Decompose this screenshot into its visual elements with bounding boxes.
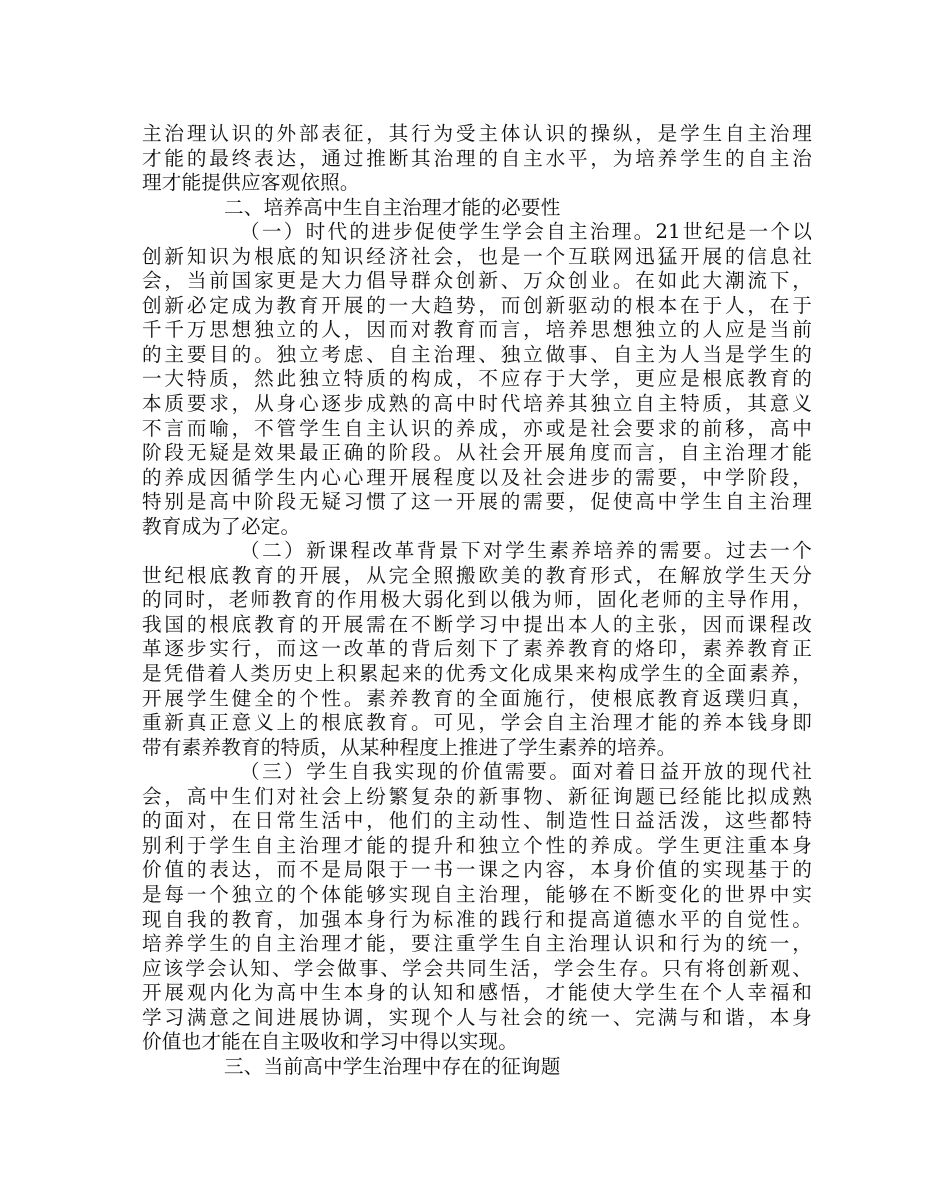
section-heading-3 [142, 1055, 812, 1080]
text-line: 理才能提供应客观依照。 [142, 171, 360, 195]
text-line: 教育成为了必定。 [142, 514, 301, 538]
text-line: 开展观内化为高中生本身的认知和感悟，才能使大学生在个人幸福和 [142, 981, 812, 1005]
text-line: 的养成因循学生内心心理开展程度以及社会进步的需要，中学阶段， [142, 465, 812, 489]
section-heading-2 [142, 196, 812, 221]
text-line: 我国的根底教育的开展需在不断学习中提出本人的主张，因而课程改 [142, 612, 812, 636]
text-line: 培养学生的自主治理才能，要注重学生自主治理认识和行为的统一， [142, 932, 812, 956]
text-line: 本质要求，从身心逐步成熟的高中时代培养其独立自主特质，其意义 [142, 392, 812, 416]
text-line: 会，高中生们对社会上纷繁复杂的新事物、新征询题已经能比拟成熟 [142, 784, 812, 808]
text-line: 阶段无疑是效果最正确的阶段。从社会开展角度而言，自主治理才能 [142, 441, 812, 465]
text-line: 会，当前国家更是大力倡导群众创新、万众创业。在如此大潮流下， [142, 269, 812, 293]
text-line: 千千万思想独立的人，因而对教育而言，培养思想独立的人应是当前 [142, 318, 812, 342]
text-line: 学习满意之间进展协调，实现个人与社会的统一、完满与和谐，本身 [142, 1005, 812, 1029]
text-line: （一）时代的进步促使学生学会自主治理。21世纪是一个以 [240, 220, 812, 244]
text-line: 特别是高中阶段无疑习惯了这一开展的需要，促使高中学生自主治理 [142, 490, 812, 514]
paragraph-2-2 [142, 539, 812, 760]
text-line: 的面对，在日常生活中，他们的主动性、制造性日益活泼，这些都特 [142, 809, 812, 833]
text-line: 现自我的教育，加强本身行为标准的践行和提高道德水平的自觉性。 [142, 907, 812, 931]
text-line: （三）学生自我实现的价值需要。面对着日益开放的现代社 [240, 760, 812, 784]
text-line: 创新知识为根底的知识经济社会，也是一个互联网迅猛开展的信息社 [142, 244, 812, 268]
text-line: 是每一个独立的个体能够实现自主治理，能够在不断变化的世界中实 [142, 882, 812, 906]
heading-line: 三、当前高中学生治理中存在的征询题 [224, 1054, 561, 1078]
paragraph-2-3 [142, 760, 812, 1055]
text-line: 不言而喻，不管学生自主认识的养成，亦或是社会要求的前移，高中 [142, 416, 812, 440]
text-line: 的主要目的。独立考虑、自主治理、独立做事、自主为人当是学生的 [142, 342, 812, 366]
text-line: （二）新课程改革背景下对学生素养培养的需要。过去一个 [240, 539, 812, 563]
text-line: 别利于学生自主治理才能的提升和独立个性的养成。学生更注重本身 [142, 833, 812, 857]
text-line: 世纪根底教育的开展，从完全照搬欧美的教育形式，在解放学生天分 [142, 563, 812, 587]
document-body [142, 122, 812, 1079]
text-line: 价值的表达，而不是局限于一书一课之内容，本身价值的实现基于的 [142, 858, 812, 882]
text-line: 革逐步实行，而这一改革的背后刻下了素养教育的烙印，素养教育正 [142, 637, 812, 661]
text-line: 创新必定成为教育开展的一大趋势，而创新驱动的根本在于人，在于 [142, 293, 812, 317]
text-line: 带有素养教育的特质，从某种程度上推进了学生素养的培养。 [142, 735, 677, 759]
paragraph-continuation [142, 122, 812, 196]
paragraph-2-1 [142, 220, 812, 539]
text-line: 才能的最终表达，通过推断其治理的自主水平，为培养学生的自主治 [142, 146, 812, 170]
text-line: 一大特质，然此独立特质的构成，不应存于大学，更应是根底教育的 [142, 367, 812, 391]
text-line: 主治理认识的外部表征，其行为受主体认识的操纵，是学生自主治理 [142, 122, 812, 145]
text-line: 开展学生健全的个性。素养教育的全面施行，使根底教育返璞归真， [142, 686, 812, 710]
text-line: 的同时，老师教育的作用极大弱化到以俄为师，固化老师的主导作用， [142, 588, 812, 612]
text-line: 重新真正意义上的根底教育。可见，学会自主治理才能的养本钱身即 [142, 711, 812, 735]
text-line: 应该学会认知、学会做事、学会共同生活，学会生存。只有将创新观、 [142, 956, 812, 980]
heading-line: 二、培养高中生自主治理才能的必要性 [224, 195, 561, 219]
text-line: 价值也才能在自主吸收和学习中得以实现。 [142, 1030, 519, 1054]
text-line: 是凭借着人类历史上积累起来的优秀文化成果来构成学生的全面素养， [142, 662, 812, 686]
